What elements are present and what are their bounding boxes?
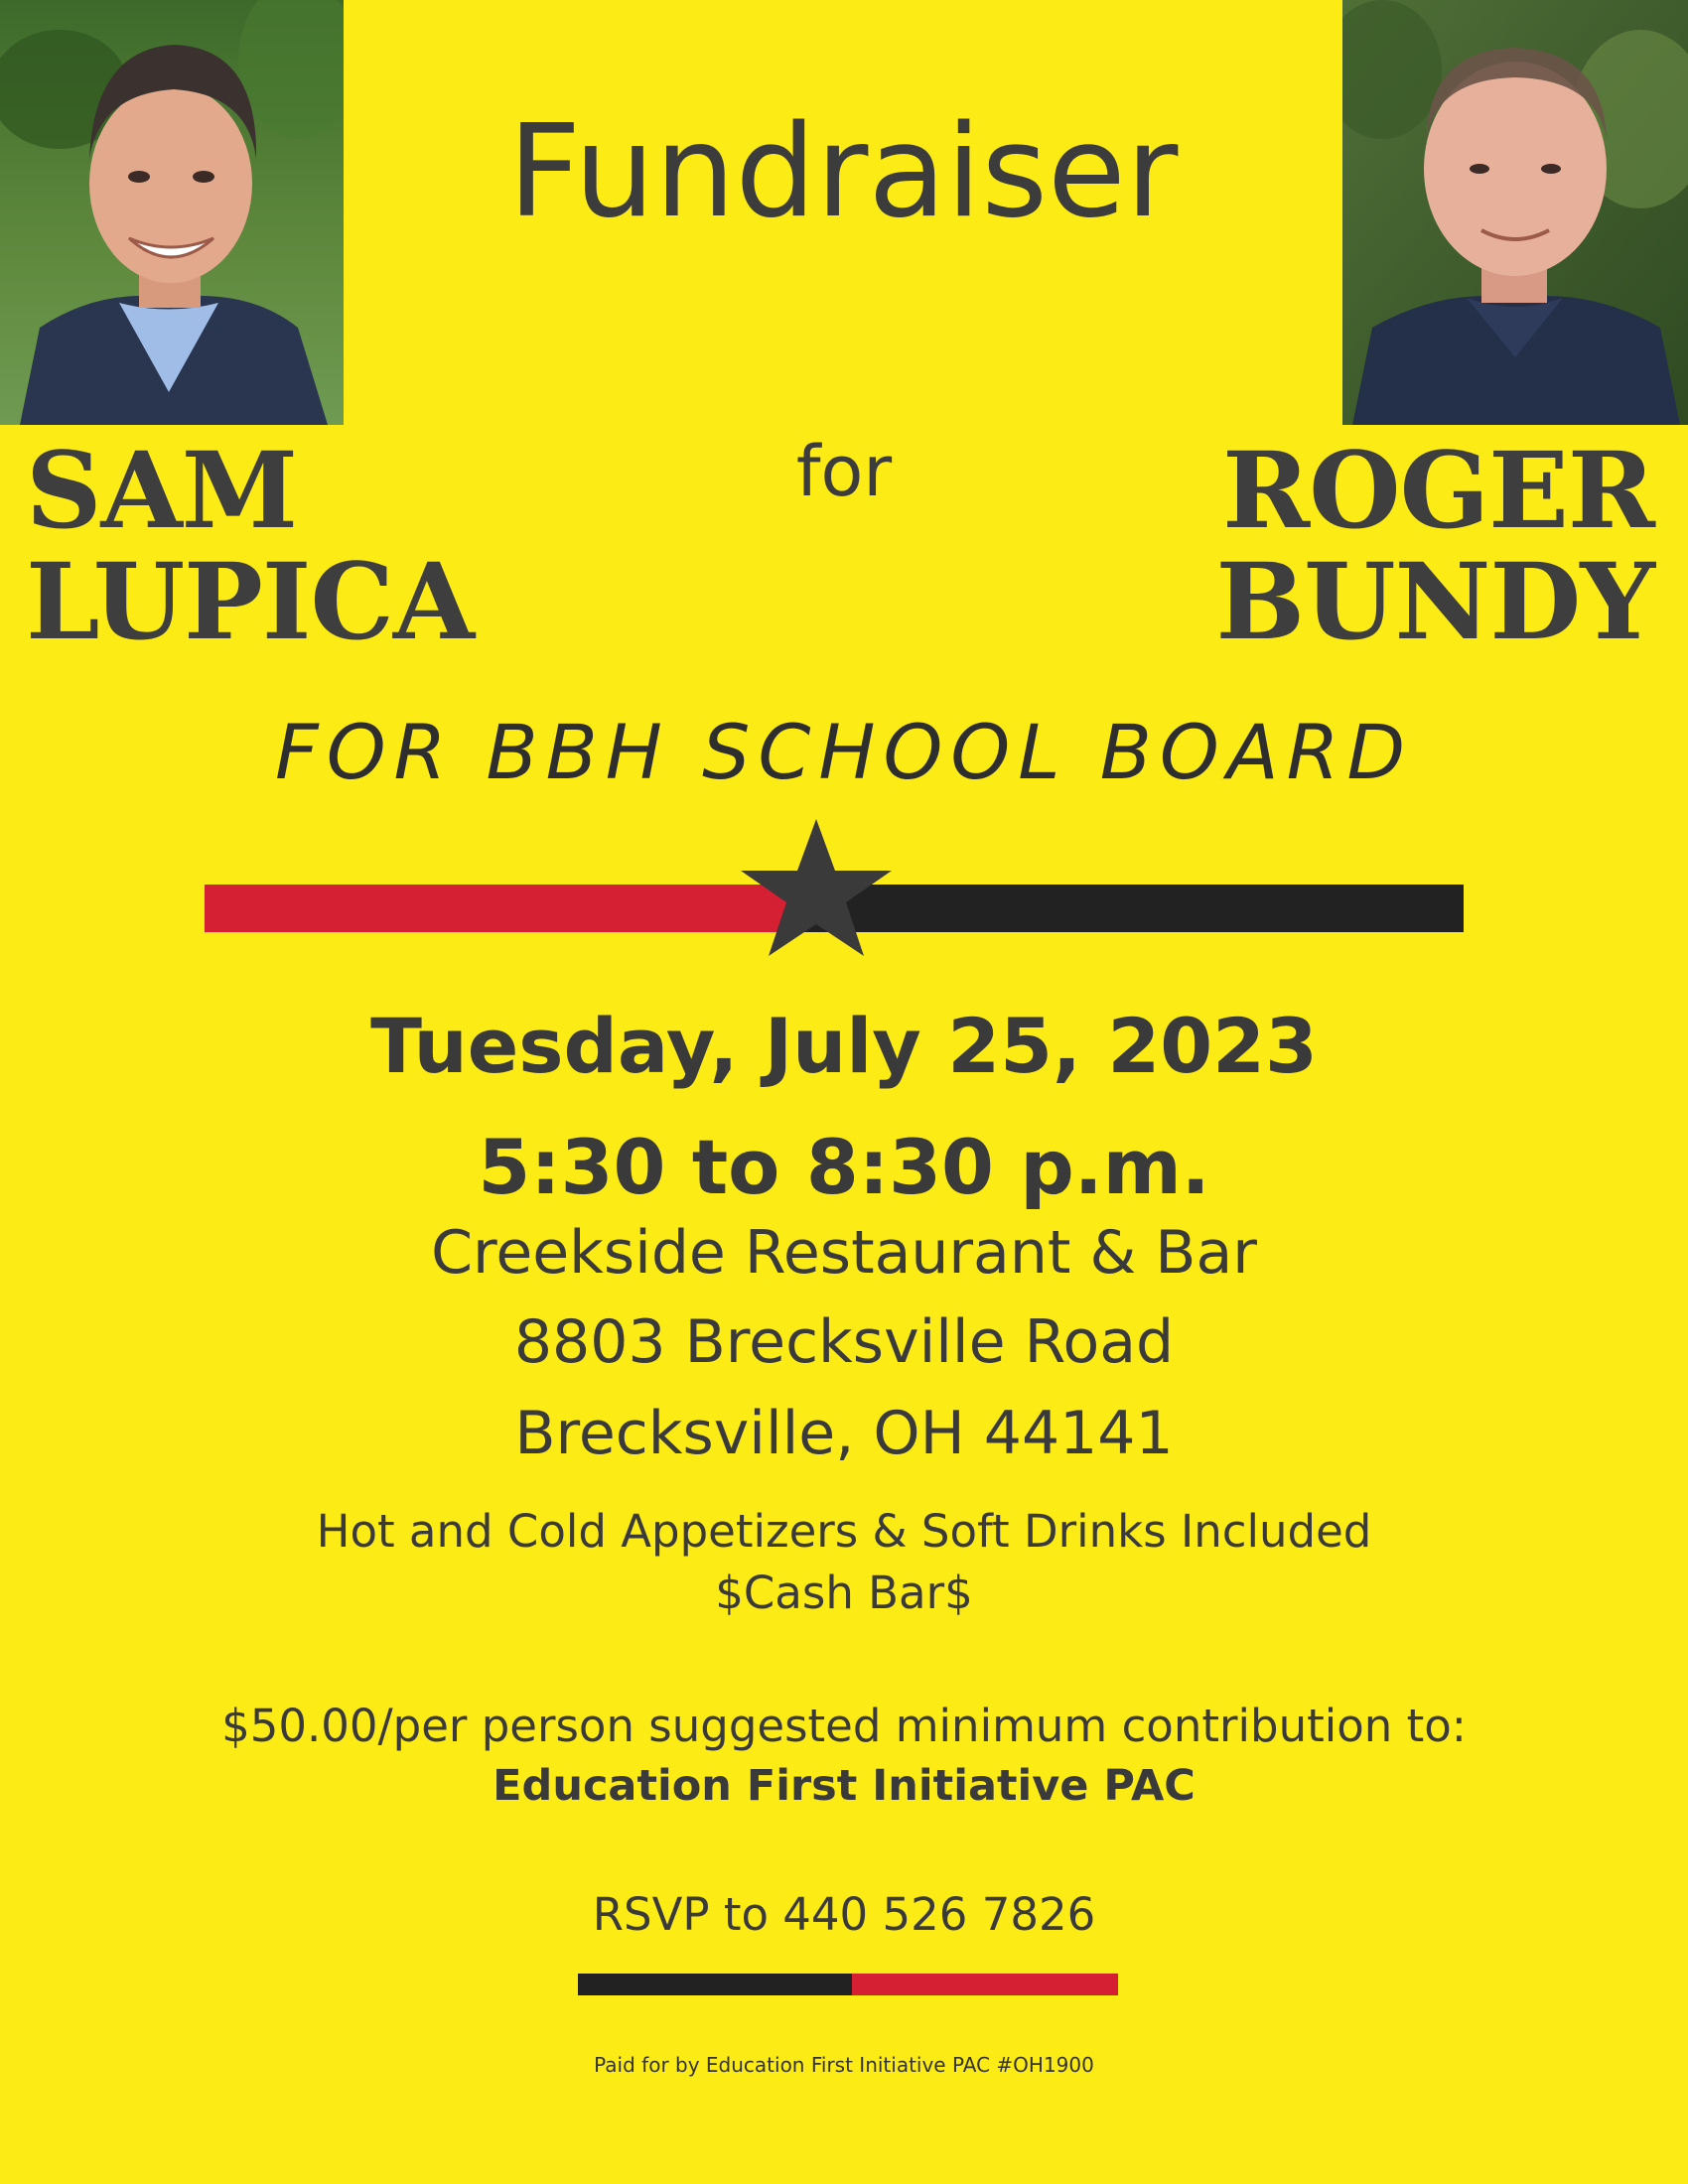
venue-street: 8803 Brecksville Road — [513, 1307, 1175, 1377]
divider-black-bar — [800, 885, 1464, 932]
bar-details: $Cash Bar$ — [715, 1567, 973, 1619]
office-subtitle: FOR BBH SCHOOL BOARD — [275, 708, 1413, 796]
contribution-text: $50.00/per person suggested minimum contribution to: — [221, 1700, 1467, 1752]
event-time: 5:30 to 8:30 p.m. — [478, 1123, 1210, 1211]
venue-name: Creekside Restaurant & Bar — [431, 1218, 1257, 1288]
page-title: Fundraiser — [507, 98, 1179, 246]
star-divider — [205, 817, 1464, 962]
divider-red-bar — [205, 885, 800, 932]
bottom-divider — [578, 1974, 1118, 1995]
candidate-last-name: LUPICA — [26, 539, 475, 663]
connector-text: for — [795, 431, 893, 512]
candidate-name-left — [26, 428, 475, 663]
candidate-last-name: BUNDY — [1215, 539, 1654, 663]
venue-city: Brecksville, OH 44141 — [514, 1399, 1174, 1468]
event-date: Tuesday, July 25, 2023 — [370, 1002, 1318, 1090]
portrait-icon — [1342, 0, 1688, 425]
paid-for-disclaimer: Paid for by Education First Initiative PAC #OH1900 — [594, 2053, 1094, 2077]
contribution-recipient: Education First Initiative PAC — [492, 1761, 1196, 1811]
food-details: Hot and Cold Appetizers & Soft Drinks Included — [316, 1505, 1372, 1558]
divider-black-bar — [578, 1974, 852, 1995]
candidate-first-name: ROGER — [1222, 428, 1654, 552]
candidate-first-name: SAM — [26, 428, 298, 552]
candidate-name-right — [1215, 428, 1654, 663]
rsvp-text: RSVP to 440 526 7826 — [592, 1888, 1096, 1941]
portrait-icon — [0, 0, 344, 425]
candidate-photo-left — [0, 0, 344, 425]
divider-red-bar — [852, 1974, 1118, 1995]
candidate-photo-right — [1342, 0, 1688, 425]
